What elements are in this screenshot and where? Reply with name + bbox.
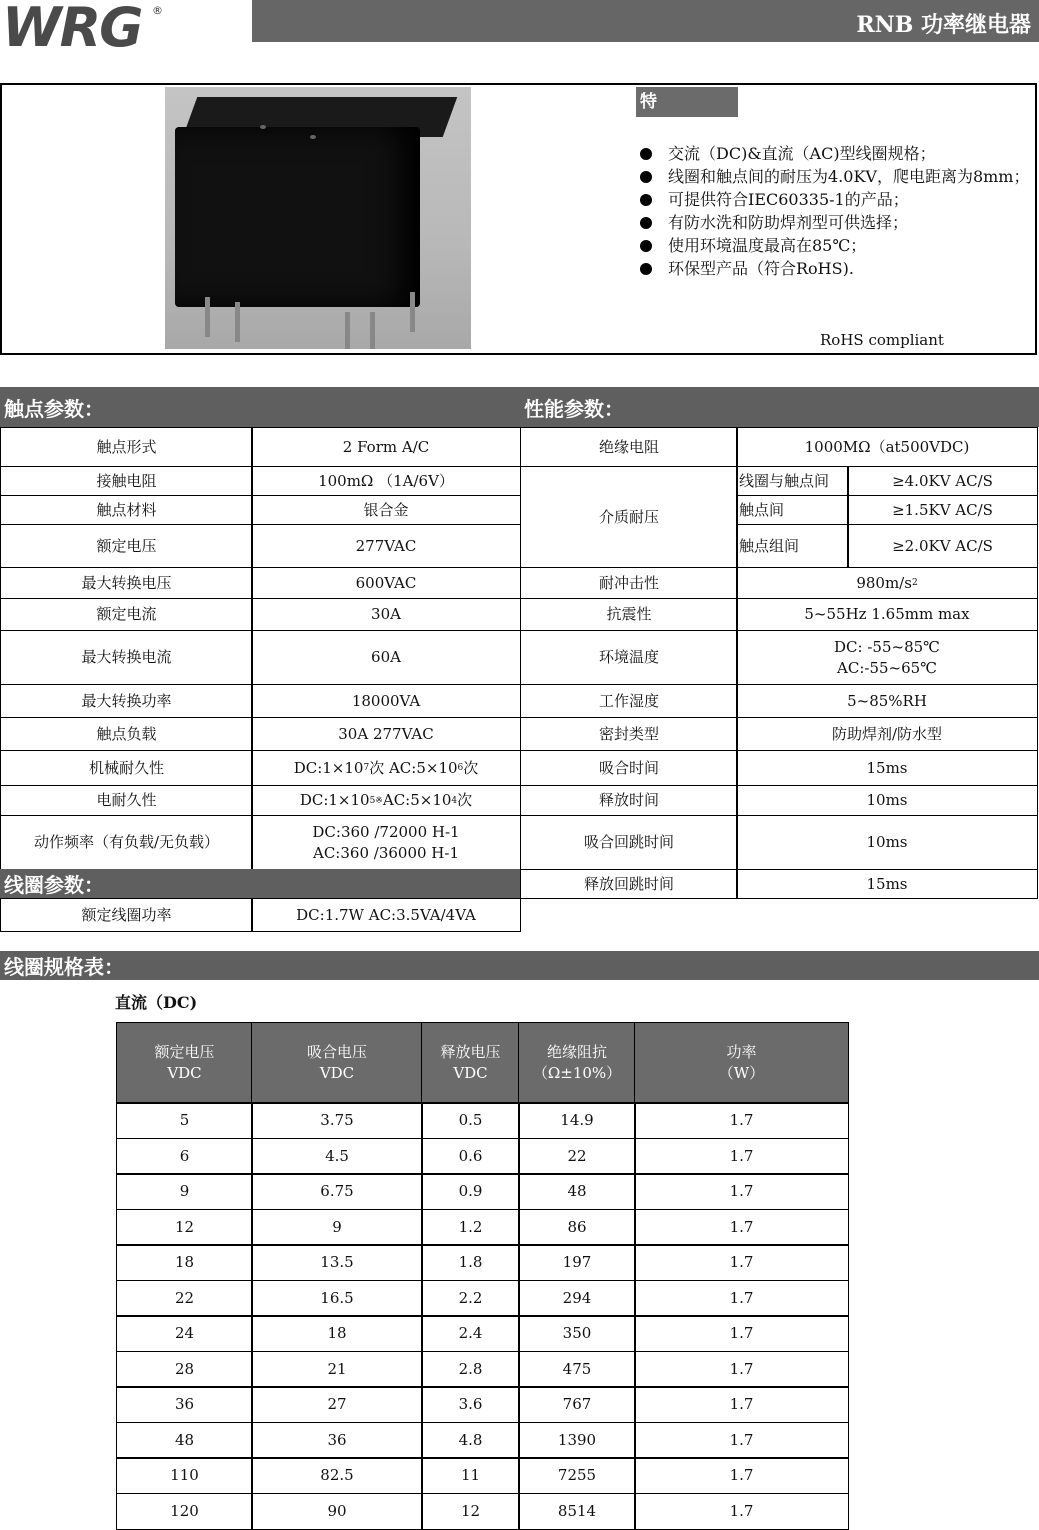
param-value: DC:1.7W AC:3.5VA/4VA [251,898,521,932]
rohs-label: RoHS compliant [820,331,944,349]
param-label: 最大转换电流 [0,630,253,685]
table-cell: 1.7 [634,1244,849,1281]
table-cell: 48 [518,1173,636,1210]
table-cell: 1.7 [634,1138,849,1175]
perf-sublabel: 触点组间 [736,524,849,568]
param-label: 额定电压 [0,524,253,568]
perf-value: 1000MΩ（at500VDC) [736,427,1038,467]
param-value: DC:1×10 5※ AC:5×10 4 次 [251,785,521,816]
table-cell: 36 [251,1422,423,1459]
page-title: RNB 功率继电器 [856,12,1031,38]
table-cell: 7255 [518,1457,636,1494]
param-value: 30A 277VAC [251,717,521,751]
param-label: 电耐久性 [0,785,253,816]
perf-label: 介质耐压 [520,466,738,568]
column-header: 功率 （W） [634,1022,849,1104]
relay-marking [310,135,316,139]
perf-value: 10ms [736,785,1038,816]
param-label: 触点材料 [0,495,253,525]
table-cell: 0.6 [421,1138,520,1175]
param-value: DC:360 /72000 H-1 AC:360 /36000 H-1 [251,815,521,870]
perf-label: 环境温度 [520,630,738,685]
perf-value: 15ms [736,750,1038,786]
table-cell: 1.7 [634,1351,849,1388]
param-value: 2 Form A/C [251,427,521,467]
table-cell: 28 [116,1351,253,1388]
table-cell: 2.2 [421,1280,520,1317]
table-cell: 2.8 [421,1351,520,1388]
table-cell: 5 [116,1102,253,1139]
relay-marking [260,125,266,129]
contact-params-heading: 触点参数： [4,397,104,421]
relay-pin [345,312,350,349]
table-cell: 1.7 [634,1102,849,1139]
table-cell: 18 [251,1315,423,1352]
perf-value: 5~55Hz 1.65mm max [736,598,1038,631]
perf-value: 10ms [736,815,1038,870]
performance-params-heading: 性能参数： [524,397,624,421]
perf-value: ≥2.0KV AC/S [847,524,1038,568]
table-cell: 48 [116,1422,253,1459]
param-label: 机械耐久性 [0,750,253,786]
bullet-icon [640,263,652,275]
perf-label: 绝缘电阻 [520,427,738,467]
bullet-icon [640,217,652,229]
feature-item: 有防水洗和防助焊剂型可供选择； [640,211,1037,234]
table-cell: 0.9 [421,1173,520,1210]
perf-label: 抗震性 [520,598,738,631]
dc-subheading: 直流（DC) [115,993,198,1012]
table-cell: 3.6 [421,1386,520,1423]
table-cell: 36 [116,1386,253,1423]
logo-text: WRG [2,0,142,59]
coil-spec-heading: 线圈规格表： [0,951,1039,980]
table-cell: 4.5 [251,1138,423,1175]
param-label: 触点形式 [0,427,253,467]
perf-label: 释放时间 [520,785,738,816]
param-label: 额定电流 [0,598,253,631]
bullet-icon [640,240,652,252]
table-cell: 2.4 [421,1315,520,1352]
relay-photo [165,87,471,349]
column-header: 释放电压 VDC [421,1022,520,1104]
param-label: 动作频率（有负载/无负载） [0,815,253,870]
param-value: 600VAC [251,567,521,599]
table-cell: 475 [518,1351,636,1388]
bullet-icon [640,194,652,206]
table-cell: 14.9 [518,1102,636,1139]
feature-item: 可提供符合IEC60335-1的产品； [640,188,1037,211]
table-cell: 1.2 [421,1209,520,1246]
param-label: 触点负载 [0,717,253,751]
param-value: 30A [251,598,521,631]
perf-value: ≥1.5KV AC/S [847,495,1038,525]
param-value: 100mΩ （1A/6V） [251,466,521,496]
table-cell: 1.7 [634,1422,849,1459]
perf-value: 980m/s 2 [736,567,1038,599]
table-cell: 13.5 [251,1244,423,1281]
column-header: 吸合电压 VDC [251,1022,423,1104]
table-cell: 1.7 [634,1280,849,1317]
table-cell: 18 [116,1244,253,1281]
relay-pin [410,292,415,332]
table-cell: 86 [518,1209,636,1246]
perf-value: DC: -55~85℃ AC:-55~65℃ [736,630,1038,685]
table-cell: 767 [518,1386,636,1423]
table-cell: 1.7 [634,1315,849,1352]
table-cell: 27 [251,1386,423,1423]
perf-sublabel: 线圈与触点间 [736,466,849,496]
param-value: 277VAC [251,524,521,568]
table-cell: 16.5 [251,1280,423,1317]
relay-body [175,127,420,307]
table-cell: 6 [116,1138,253,1175]
table-cell: 120 [116,1493,253,1530]
table-cell: 1.7 [634,1173,849,1210]
table-cell: 12 [116,1209,253,1246]
table-cell: 1.7 [634,1493,849,1530]
perf-label: 密封类型 [520,717,738,751]
perf-label: 工作湿度 [520,684,738,718]
table-cell: 1.7 [634,1457,849,1494]
table-cell: 9 [116,1173,253,1210]
relay-pin [235,302,240,342]
table-cell: 197 [518,1244,636,1281]
perf-label: 耐冲击性 [520,567,738,599]
table-cell: 1.8 [421,1244,520,1281]
param-label: 接触电阻 [0,466,253,496]
table-cell: 9 [251,1209,423,1246]
param-value: 18000VA [251,684,521,718]
table-cell: 0.5 [421,1102,520,1139]
table-cell: 1390 [518,1422,636,1459]
param-label: 额定线圈功率 [0,898,253,932]
relay-pin [370,312,375,349]
column-header: 额定电压 VDC [116,1022,253,1104]
param-value: 银合金 [251,495,521,525]
perf-label: 释放回跳时间 [520,869,738,899]
table-cell: 1.7 [634,1386,849,1423]
perf-label: 吸合回跳时间 [520,815,738,870]
coil-params-heading: 线圈参数： [0,869,521,899]
features-list [640,142,1037,280]
feature-item: 交流（DC)&直流（AC)型线圈规格； [640,142,1037,165]
column-header: 绝缘阻抗 （Ω±10%） [518,1022,636,1104]
feature-item: 环保型产品（符合RoHS). [640,257,1037,280]
table-cell: 22 [116,1280,253,1317]
param-value: 60A [251,630,521,685]
table-cell: 82.5 [251,1457,423,1494]
bullet-icon [640,148,652,160]
table-cell: 294 [518,1280,636,1317]
brand-logo [2,0,170,59]
perf-value: ≥4.0KV AC/S [847,466,1038,496]
params-section-bar [0,387,1039,427]
table-cell: 21 [251,1351,423,1388]
coil-spec-table [116,1022,849,1528]
feature-item: 使用环境温度最高在85℃； [640,234,1037,257]
relay-pin [205,297,210,337]
table-cell: 3.75 [251,1102,423,1139]
perf-value: 15ms [736,869,1038,899]
header-bar [252,0,1039,42]
table-cell: 12 [421,1493,520,1530]
param-value: DC:1×10 7 次 AC:5×10 6 次 [251,750,521,786]
param-label: 最大转换电压 [0,567,253,599]
table-cell: 4.8 [421,1422,520,1459]
table-cell: 22 [518,1138,636,1175]
perf-label: 吸合时间 [520,750,738,786]
table-cell: 24 [116,1315,253,1352]
param-label: 最大转换功率 [0,684,253,718]
table-cell: 110 [116,1457,253,1494]
table-cell: 350 [518,1315,636,1352]
table-cell: 6.75 [251,1173,423,1210]
feature-item: 线圈和触点间的耐压为4.0KV，爬电距离为8mm； [640,165,1037,188]
table-cell: 90 [251,1493,423,1530]
bullet-icon [640,171,652,183]
table-cell: 11 [421,1457,520,1494]
perf-value: 5~85%RH [736,684,1038,718]
table-cell: 1.7 [634,1209,849,1246]
registered-mark: ® [152,4,163,17]
table-cell: 8514 [518,1493,636,1530]
perf-sublabel: 触点间 [736,495,849,525]
perf-value: 防助焊剂/防水型 [736,717,1038,751]
features-title: 特 性 [636,87,738,117]
